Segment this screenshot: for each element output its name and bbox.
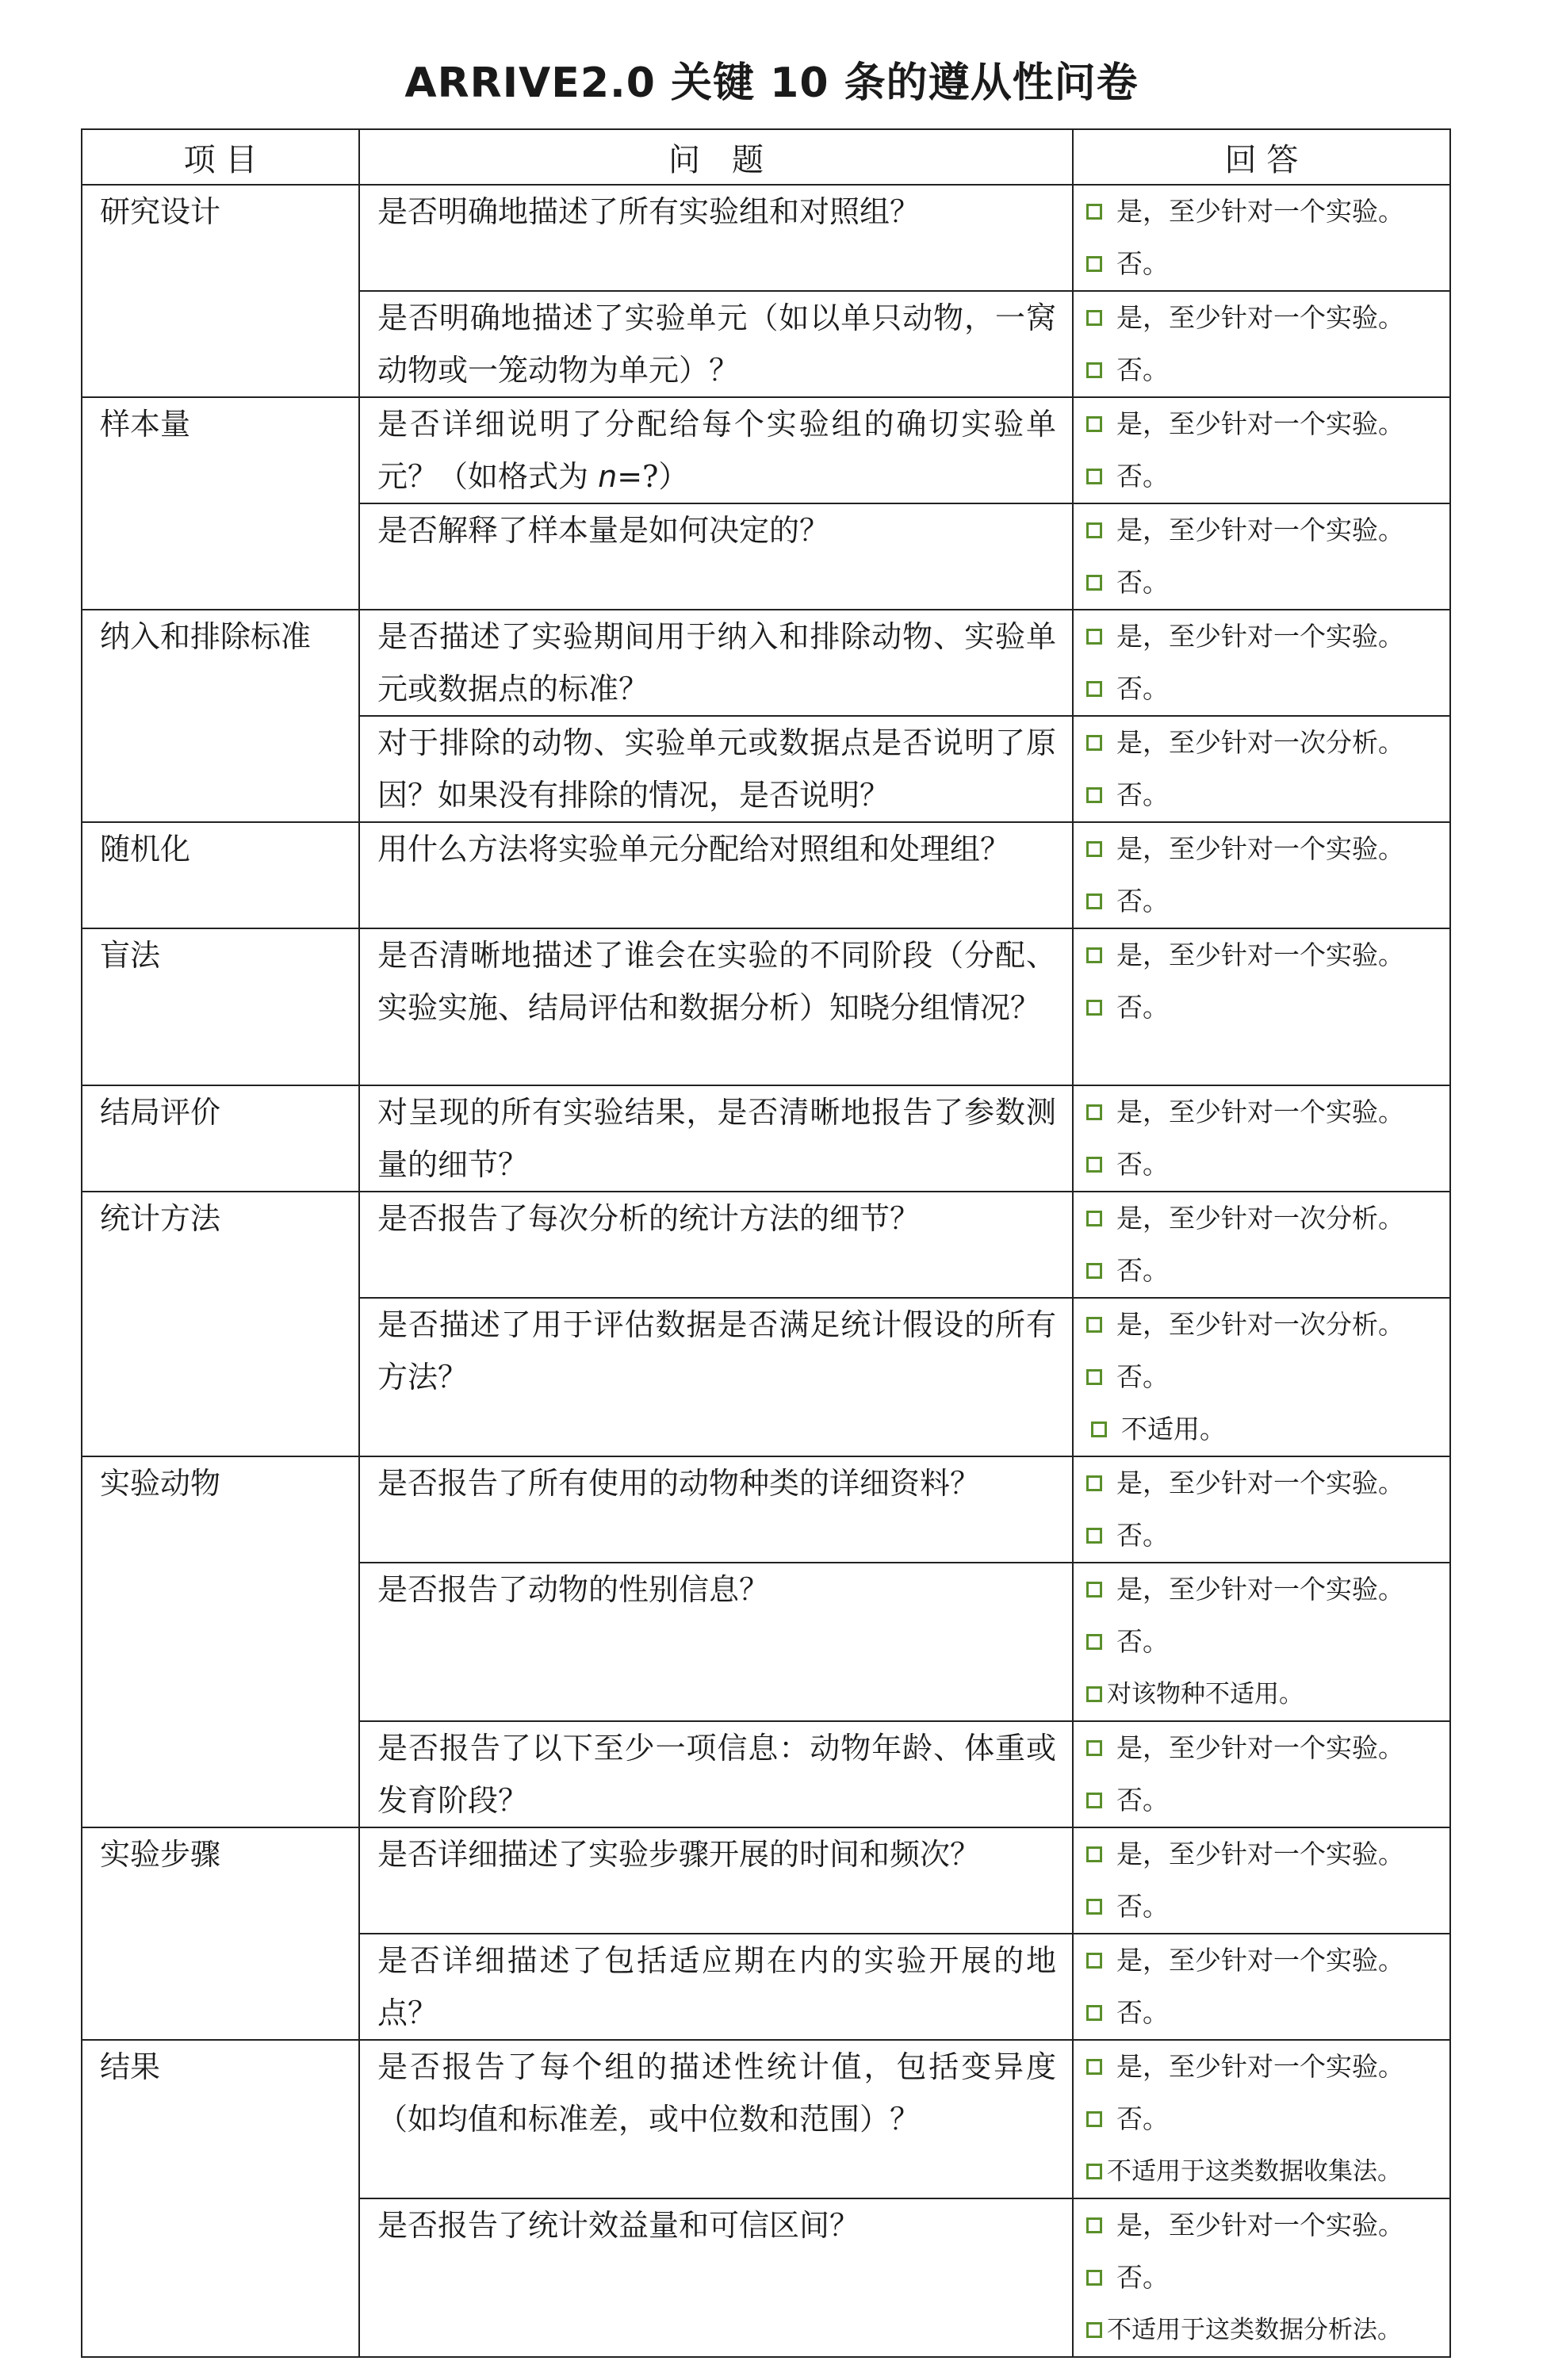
answer-option-label: 否。: [1116, 779, 1169, 810]
answer-option-label: 是，至少针对一个实验。: [1116, 1574, 1404, 1605]
checkbox-icon[interactable]: [1086, 735, 1102, 751]
answer-option-label: 否。: [1116, 2103, 1169, 2134]
answer-cell: [1073, 397, 1450, 503]
table-row: [82, 928, 1450, 1085]
answer-option[interactable]: [1086, 981, 1449, 1034]
table-row: [82, 1827, 1450, 1934]
checkbox-icon[interactable]: [1086, 2164, 1102, 2179]
answer-option[interactable]: [1086, 610, 1449, 663]
checkbox-icon[interactable]: [1086, 841, 1102, 857]
item-cell: 随机化: [82, 822, 359, 928]
checkbox-icon[interactable]: [1091, 1421, 1107, 1437]
answer-option-label: 否。: [1116, 1149, 1169, 1180]
answer-cell: [1073, 1192, 1450, 1298]
answer-option[interactable]: [1086, 717, 1449, 769]
question-text: 是否详细说明了分配给每个实验组的确切实验单元？（如格式为: [377, 407, 1056, 494]
question-cell: 是否报告了以下至少一项信息：动物年龄、体重或发育阶段？: [359, 1721, 1073, 1827]
question-italic-n: n: [598, 459, 618, 494]
answer-option-label: 否。: [1116, 2262, 1169, 2293]
answer-option[interactable]: [1086, 398, 1449, 450]
answer-option[interactable]: [1086, 1457, 1449, 1510]
answer-option[interactable]: [1086, 769, 1449, 821]
answer-option[interactable]: [1086, 1774, 1449, 1827]
answer-cell: [1073, 2040, 1450, 2198]
answer-option[interactable]: [1086, 1245, 1449, 1297]
question-cell: 是否报告了统计效益量和可信区间？: [359, 2198, 1073, 2357]
table-row: [82, 1085, 1450, 1192]
checkbox-icon[interactable]: [1086, 1582, 1102, 1598]
answer-option[interactable]: [1086, 823, 1449, 875]
answer-cell: [1073, 2198, 1450, 2357]
answer-option[interactable]: [1086, 1138, 1449, 1191]
question-cell: 是否报告了动物的性别信息？: [359, 1563, 1073, 1721]
checkbox-icon[interactable]: [1086, 1000, 1102, 1016]
answer-option-label: 是，至少针对一个实验。: [1116, 621, 1404, 652]
answer-cell: [1073, 1827, 1450, 1934]
answer-cell: [1073, 1721, 1450, 1827]
answer-option[interactable]: [1086, 1563, 1449, 1616]
checkbox-icon[interactable]: [1086, 1263, 1102, 1279]
checkbox-icon[interactable]: [1086, 1846, 1102, 1862]
answer-option-label: 否。: [1116, 567, 1169, 598]
answer-option[interactable]: [1086, 1934, 1449, 1987]
table-header-row: [82, 129, 1450, 185]
answer-cell: [1073, 1934, 1450, 2040]
answer-option-label: 是，至少针对一个实验。: [1116, 1467, 1404, 1498]
question-cell: 是否详细描述了实验步骤开展的时间和频次？: [359, 1827, 1073, 1934]
answer-option-label: 是，至少针对一个实验。: [1116, 2051, 1404, 2082]
item-cell: 盲法: [82, 928, 359, 1085]
answer-option-label: 不适用于这类数据收集法。: [1107, 2157, 1402, 2186]
checkbox-icon[interactable]: [1086, 1104, 1102, 1120]
checkbox-icon[interactable]: [1086, 469, 1102, 484]
answer-option-label: 是，至少针对一个实验。: [1116, 1839, 1404, 1869]
checkbox-icon[interactable]: [1086, 1157, 1102, 1173]
table-row: [82, 2040, 1450, 2198]
answer-option-label: 否。: [1116, 1520, 1169, 1551]
checkbox-icon[interactable]: [1086, 2217, 1102, 2233]
answer-option[interactable]: [1086, 557, 1449, 609]
item-cell: 实验动物: [82, 1456, 359, 1827]
item-cell: 研究设计: [82, 185, 359, 397]
answer-option[interactable]: [1086, 1987, 1449, 2039]
answer-option[interactable]: [1086, 1616, 1449, 1668]
question-cell: 用什么方法将实验单元分配给对照组和处理组？: [359, 822, 1073, 928]
item-cell: 纳入和排除标准: [82, 610, 359, 822]
checkbox-icon[interactable]: [1086, 2270, 1102, 2286]
answer-option[interactable]: [1086, 2304, 1449, 2356]
page-title: ARRIVE2.0 关键 10 条的遵从性问卷: [404, 59, 1139, 107]
answer-option[interactable]: [1086, 1403, 1449, 1456]
answer-option[interactable]: [1086, 2093, 1449, 2145]
answer-option[interactable]: [1086, 1828, 1449, 1881]
answer-option-label: 是，至少针对一个实验。: [1116, 302, 1404, 333]
question-cell: 是否清晰地描述了谁会在实验的不同阶段（分配、实验实施、结局评估和数据分析）知晓分组情况？: [359, 928, 1073, 1085]
answer-option[interactable]: [1086, 929, 1449, 981]
checkbox-icon[interactable]: [1086, 575, 1102, 591]
answer-option[interactable]: [1086, 1086, 1449, 1138]
answer-option[interactable]: [1086, 2199, 1449, 2252]
answer-cell: [1073, 1298, 1450, 1456]
answer-option[interactable]: [1086, 1299, 1449, 1351]
answer-cell: [1073, 1456, 1450, 1563]
answer-option-label: 否。: [1116, 354, 1169, 385]
answer-option-label: 否。: [1116, 1785, 1169, 1816]
answer-cell: [1073, 185, 1450, 291]
answer-cell: [1073, 822, 1450, 928]
item-cell: 实验步骤: [82, 1827, 359, 2040]
compliance-questionnaire-table: [81, 128, 1451, 2358]
answer-option-label: 否。: [1116, 1626, 1169, 1657]
answer-option-label: 是，至少针对一次分析。: [1116, 727, 1404, 758]
checkbox-icon[interactable]: [1086, 204, 1102, 220]
checkbox-icon[interactable]: [1086, 416, 1102, 432]
checkbox-icon[interactable]: [1086, 787, 1102, 803]
table-row: [82, 822, 1450, 928]
answer-option[interactable]: [1086, 2145, 1449, 2198]
table-row: [82, 185, 1450, 291]
question-cell: 是否明确地描述了所有实验组和对照组？: [359, 185, 1073, 291]
checkbox-icon[interactable]: [1086, 1953, 1102, 1969]
checkbox-icon[interactable]: [1086, 629, 1102, 645]
answer-option-label: 否。: [1116, 461, 1169, 492]
answer-option-label: 不适用于这类数据分析法。: [1107, 2316, 1402, 2344]
answer-option-label: 是，至少针对一个实验。: [1116, 515, 1404, 545]
answer-cell: [1073, 1085, 1450, 1192]
checkbox-icon[interactable]: [1086, 947, 1102, 963]
answer-cell: [1073, 1563, 1450, 1721]
question-cell: 是否解释了样本量是如何决定的？: [359, 503, 1073, 610]
answer-option-label: 是，至少针对一个实验。: [1116, 2210, 1404, 2240]
checkbox-icon[interactable]: [1086, 2322, 1102, 2338]
answer-option-label: 否。: [1116, 673, 1169, 704]
answer-option[interactable]: [1086, 2041, 1449, 2093]
checkbox-icon[interactable]: [1086, 1634, 1102, 1650]
answer-option[interactable]: [1086, 1510, 1449, 1562]
checkbox-icon[interactable]: [1086, 893, 1102, 909]
item-cell: 结果: [82, 2040, 359, 2357]
answer-option-label: 否。: [1116, 248, 1169, 279]
table-row: [82, 1456, 1450, 1563]
question-cell: 是否明确地描述了实验单元（如以单只动物，一窝动物或一笼动物为单元）？: [359, 291, 1073, 397]
item-cell: 统计方法: [82, 1192, 359, 1456]
answer-cell: [1073, 291, 1450, 397]
checkbox-icon[interactable]: [1086, 522, 1102, 538]
checkbox-icon[interactable]: [1086, 362, 1102, 378]
answer-option[interactable]: [1086, 292, 1449, 344]
answer-option-label: 否。: [1116, 1891, 1169, 1922]
question-cell: [359, 397, 1073, 503]
answer-option-label: 是，至少针对一个实验。: [1116, 1096, 1404, 1127]
question-cell: 是否报告了每次分析的统计方法的细节？: [359, 1192, 1073, 1298]
answer-option[interactable]: [1086, 663, 1449, 715]
question-cell: 是否报告了所有使用的动物种类的详细资料？: [359, 1456, 1073, 1563]
item-cell: 结局评价: [82, 1085, 359, 1192]
answer-option-label: 是，至少针对一个实验。: [1116, 196, 1404, 227]
answer-cell: [1073, 610, 1450, 716]
answer-option-label: 否。: [1116, 992, 1169, 1023]
header-answer: 回 答: [1073, 129, 1450, 185]
question-cell: 是否详细描述了包括适应期在内的实验开展的地点？: [359, 1934, 1073, 2040]
answer-option[interactable]: [1086, 1881, 1449, 1933]
checkbox-icon[interactable]: [1086, 2059, 1102, 2075]
question-text-end: =?）: [617, 459, 689, 494]
answer-option[interactable]: [1086, 2252, 1449, 2304]
checkbox-icon[interactable]: [1086, 2111, 1102, 2127]
answer-cell: [1073, 928, 1450, 1085]
answer-option-label: 是，至少针对一次分析。: [1116, 1309, 1404, 1340]
answer-option-label: 否。: [1116, 886, 1169, 916]
checkbox-icon[interactable]: [1086, 310, 1102, 326]
answer-option-label: 对该物种不适用。: [1107, 1680, 1304, 1708]
answer-option-label: 否。: [1116, 1255, 1169, 1286]
question-cell: 对于排除的动物、实验单元或数据点是否说明了原因？如果没有排除的情况，是否说明？: [359, 716, 1073, 822]
answer-option-label: 不适用。: [1121, 1414, 1226, 1444]
answer-option[interactable]: [1086, 1351, 1449, 1403]
answer-option-label: 是，至少针对一个实验。: [1116, 1732, 1404, 1763]
checkbox-icon[interactable]: [1086, 1740, 1102, 1756]
table-row: [82, 1192, 1450, 1298]
answer-option[interactable]: [1086, 344, 1449, 396]
checkbox-icon[interactable]: [1086, 1317, 1102, 1333]
header-item: 项 目: [82, 129, 359, 185]
answer-option[interactable]: [1086, 186, 1449, 238]
answer-option-label: 是，至少针对一个实验。: [1116, 833, 1404, 864]
checkbox-icon[interactable]: [1086, 681, 1102, 697]
answer-option[interactable]: [1086, 238, 1449, 290]
answer-cell: [1073, 503, 1450, 610]
checkbox-icon[interactable]: [1086, 2005, 1102, 2021]
question-cell: 是否描述了用于评估数据是否满足统计假设的所有方法？: [359, 1298, 1073, 1456]
item-cell: 样本量: [82, 397, 359, 610]
table-row: [82, 397, 1450, 503]
checkbox-icon[interactable]: [1086, 1899, 1102, 1915]
header-question: 问 题: [359, 129, 1073, 185]
answer-option-label: 否。: [1116, 1997, 1169, 2028]
answer-option-label: 是，至少针对一个实验。: [1116, 1945, 1404, 1976]
question-cell: 对呈现的所有实验结果，是否清晰地报告了参数测量的细节？: [359, 1085, 1073, 1192]
answer-option[interactable]: [1086, 875, 1449, 928]
question-cell: 是否报告了每个组的描述性统计值，包括变异度（如均值和标准差，或中位数和范围）？: [359, 2040, 1073, 2198]
answer-option-label: 是，至少针对一个实验。: [1116, 408, 1404, 439]
checkbox-icon[interactable]: [1086, 256, 1102, 272]
answer-option[interactable]: [1086, 450, 1449, 503]
checkbox-icon[interactable]: [1086, 1475, 1102, 1491]
checkbox-icon[interactable]: [1086, 1369, 1102, 1385]
answer-option[interactable]: [1086, 504, 1449, 557]
answer-option-label: 否。: [1116, 1361, 1169, 1392]
answer-option[interactable]: [1086, 1192, 1449, 1245]
checkbox-icon[interactable]: [1086, 1686, 1102, 1702]
question-cell: 是否描述了实验期间用于纳入和排除动物、实验单元或数据点的标准？: [359, 610, 1073, 716]
answer-option-label: 是，至少针对一次分析。: [1116, 1203, 1404, 1234]
answer-option[interactable]: [1086, 1722, 1449, 1774]
checkbox-icon[interactable]: [1086, 1528, 1102, 1544]
checkbox-icon[interactable]: [1086, 1793, 1102, 1808]
answer-option[interactable]: [1086, 1668, 1449, 1720]
checkbox-icon[interactable]: [1086, 1211, 1102, 1226]
table-row: [82, 610, 1450, 716]
answer-cell: [1073, 716, 1450, 822]
answer-option-label: 是，至少针对一个实验。: [1116, 939, 1404, 970]
